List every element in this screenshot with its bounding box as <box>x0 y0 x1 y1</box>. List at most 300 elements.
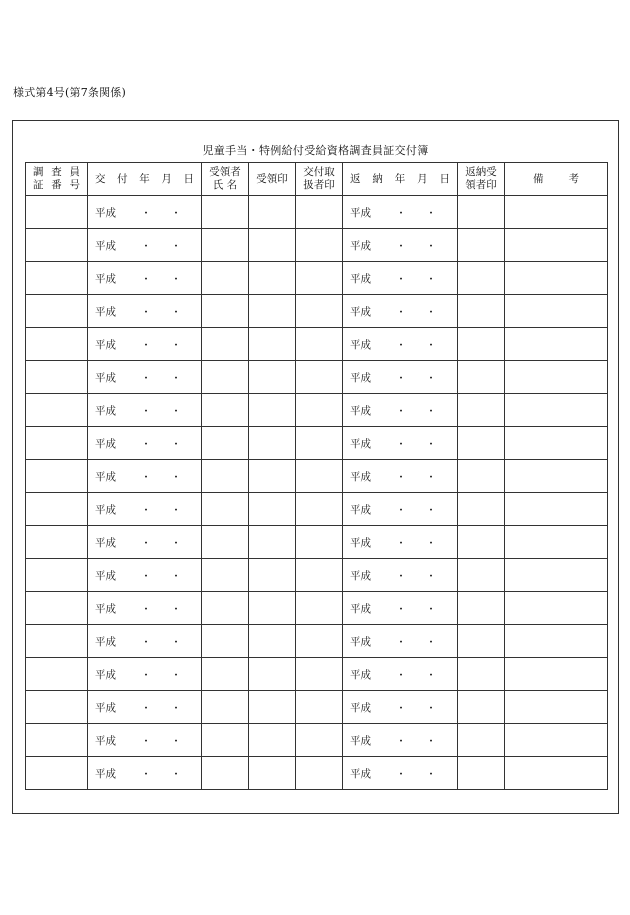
issuer-seal-cell[interactable] <box>296 361 343 394</box>
issuer-seal-cell[interactable] <box>296 229 343 262</box>
return-receiver-seal-cell[interactable] <box>458 559 505 592</box>
date-separator: ・ <box>171 703 181 715</box>
return-receiver-seal-cell[interactable] <box>458 361 505 394</box>
era-label: 平成 <box>95 239 116 252</box>
recipient-name-cell[interactable] <box>202 196 249 229</box>
date-separator: ・ <box>396 274 406 286</box>
recipient-seal-cell[interactable] <box>249 724 296 757</box>
date-separator: ・ <box>171 538 181 550</box>
investigator-id-cell[interactable] <box>26 526 88 559</box>
investigator-id-cell[interactable] <box>26 196 88 229</box>
return-receiver-seal-cell[interactable] <box>458 757 505 790</box>
era-label: 平成 <box>350 734 371 747</box>
investigator-id-cell[interactable] <box>26 625 88 658</box>
date-separator: ・ <box>396 241 406 253</box>
remarks-cell[interactable] <box>505 724 608 757</box>
investigator-id-cell[interactable] <box>26 658 88 691</box>
table-row <box>26 691 608 724</box>
era-label: 平成 <box>95 272 116 285</box>
header-return-date <box>343 163 458 196</box>
return-date-cell[interactable] <box>343 559 458 592</box>
date-separator: ・ <box>426 340 436 352</box>
table-row <box>26 493 608 526</box>
remarks-cell[interactable] <box>505 559 608 592</box>
header-char: 月 <box>417 172 428 185</box>
issuer-seal-cell[interactable] <box>296 262 343 295</box>
date-separator: ・ <box>141 604 151 616</box>
table-row <box>26 427 608 460</box>
remarks-cell[interactable] <box>505 691 608 724</box>
date-separator: ・ <box>141 340 151 352</box>
recipient-seal-cell[interactable] <box>249 229 296 262</box>
date-separator: ・ <box>396 571 406 583</box>
header-issue-date <box>88 163 202 196</box>
table-row <box>26 592 608 625</box>
era-label: 平成 <box>350 668 371 681</box>
table-row <box>26 724 608 757</box>
issuer-seal-cell[interactable] <box>296 493 343 526</box>
recipient-name-cell[interactable] <box>202 427 249 460</box>
return-date-cell[interactable] <box>343 493 458 526</box>
header-char: 返 <box>350 172 361 185</box>
era-label: 平成 <box>350 635 371 648</box>
date-separator: ・ <box>141 637 151 649</box>
remarks-cell[interactable] <box>505 757 608 790</box>
remarks-cell[interactable] <box>505 394 608 427</box>
date-separator: ・ <box>141 703 151 715</box>
recipient-seal-cell[interactable] <box>249 625 296 658</box>
return-date-cell[interactable] <box>343 328 458 361</box>
date-separator: ・ <box>426 670 436 682</box>
date-separator: ・ <box>141 769 151 781</box>
investigator-id-cell[interactable] <box>26 559 88 592</box>
date-separator: ・ <box>396 703 406 715</box>
date-separator: ・ <box>396 208 406 220</box>
era-label: 平成 <box>95 503 116 516</box>
issuer-seal-cell[interactable] <box>296 757 343 790</box>
date-separator: ・ <box>426 637 436 649</box>
issue-date-cell[interactable] <box>88 394 202 427</box>
return-date-cell[interactable] <box>343 526 458 559</box>
issue-date-cell[interactable] <box>88 196 202 229</box>
date-separator: ・ <box>141 274 151 286</box>
return-date-cell[interactable] <box>343 262 458 295</box>
investigator-id-cell[interactable] <box>26 328 88 361</box>
return-receiver-seal-cell[interactable] <box>458 493 505 526</box>
era-label: 平成 <box>95 635 116 648</box>
table-row <box>26 625 608 658</box>
recipient-name-cell[interactable] <box>202 559 249 592</box>
date-separator: ・ <box>141 505 151 517</box>
issuer-seal-cell[interactable] <box>296 592 343 625</box>
date-separator: ・ <box>396 307 406 319</box>
header-char: 査 <box>51 166 62 178</box>
return-receiver-seal-cell[interactable] <box>458 724 505 757</box>
table-row <box>26 526 608 559</box>
remarks-cell[interactable] <box>505 196 608 229</box>
date-separator: ・ <box>141 472 151 484</box>
issuance-register-table <box>25 162 608 790</box>
era-label: 平成 <box>95 470 116 483</box>
header-return-receiver-seal: 返納受 領者印 <box>458 163 505 196</box>
date-separator: ・ <box>426 769 436 781</box>
recipient-seal-cell[interactable] <box>249 328 296 361</box>
return-receiver-seal-cell[interactable] <box>458 229 505 262</box>
table-row <box>26 757 608 790</box>
date-separator: ・ <box>396 670 406 682</box>
issuer-seal-cell[interactable] <box>296 394 343 427</box>
recipient-name-cell[interactable] <box>202 493 249 526</box>
date-separator: ・ <box>426 307 436 319</box>
issue-date-cell[interactable] <box>88 328 202 361</box>
era-label: 平成 <box>350 239 371 252</box>
date-separator: ・ <box>426 538 436 550</box>
table-row <box>26 196 608 229</box>
era-label: 平成 <box>95 371 116 384</box>
remarks-cell[interactable] <box>505 460 608 493</box>
recipient-seal-cell[interactable] <box>249 427 296 460</box>
investigator-id-cell[interactable] <box>26 295 88 328</box>
era-label: 平成 <box>350 503 371 516</box>
date-separator: ・ <box>426 505 436 517</box>
date-separator: ・ <box>171 439 181 451</box>
header-char: 備 <box>533 172 544 185</box>
header-remarks <box>505 163 608 196</box>
investigator-id-cell[interactable] <box>26 229 88 262</box>
remarks-cell[interactable] <box>505 658 608 691</box>
era-label: 平成 <box>350 437 371 450</box>
date-separator: ・ <box>426 373 436 385</box>
date-separator: ・ <box>171 769 181 781</box>
form-number-label: 様式第4号(第7条関係) <box>13 86 126 99</box>
date-separator: ・ <box>396 736 406 748</box>
investigator-id-cell[interactable] <box>26 460 88 493</box>
era-label: 平成 <box>95 701 116 714</box>
recipient-name-cell[interactable] <box>202 460 249 493</box>
recipient-name-cell[interactable] <box>202 229 249 262</box>
issuer-seal-cell[interactable] <box>296 427 343 460</box>
date-separator: ・ <box>396 406 406 418</box>
return-date-cell[interactable] <box>343 592 458 625</box>
recipient-name-cell[interactable] <box>202 295 249 328</box>
return-receiver-seal-cell[interactable] <box>458 691 505 724</box>
remarks-cell[interactable] <box>505 229 608 262</box>
recipient-seal-cell[interactable] <box>249 493 296 526</box>
recipient-name-cell[interactable] <box>202 592 249 625</box>
investigator-id-cell[interactable] <box>26 592 88 625</box>
recipient-seal-cell[interactable] <box>249 460 296 493</box>
date-separator: ・ <box>426 604 436 616</box>
return-date-cell[interactable] <box>343 394 458 427</box>
recipient-seal-cell[interactable] <box>249 361 296 394</box>
table-row <box>26 394 608 427</box>
issue-date-cell[interactable] <box>88 757 202 790</box>
era-label: 平成 <box>350 338 371 351</box>
date-separator: ・ <box>171 670 181 682</box>
date-separator: ・ <box>426 406 436 418</box>
date-separator: ・ <box>141 208 151 220</box>
table-row <box>26 460 608 493</box>
recipient-seal-cell[interactable] <box>249 592 296 625</box>
recipient-name-cell[interactable] <box>202 361 249 394</box>
issue-date-cell[interactable] <box>88 460 202 493</box>
recipient-seal-cell[interactable] <box>249 394 296 427</box>
return-date-cell[interactable] <box>343 724 458 757</box>
era-label: 平成 <box>95 437 116 450</box>
remarks-cell[interactable] <box>505 493 608 526</box>
investigator-id-cell[interactable] <box>26 724 88 757</box>
era-label: 平成 <box>350 305 371 318</box>
date-separator: ・ <box>171 274 181 286</box>
date-separator: ・ <box>171 637 181 649</box>
remarks-cell[interactable] <box>505 262 608 295</box>
era-label: 平成 <box>350 404 371 417</box>
issue-date-cell[interactable] <box>88 526 202 559</box>
return-receiver-seal-cell[interactable] <box>458 328 505 361</box>
era-label: 平成 <box>95 734 116 747</box>
date-separator: ・ <box>171 373 181 385</box>
recipient-name-cell[interactable] <box>202 658 249 691</box>
return-date-cell[interactable] <box>343 625 458 658</box>
return-receiver-seal-cell[interactable] <box>458 427 505 460</box>
date-separator: ・ <box>426 472 436 484</box>
investigator-id-cell[interactable] <box>26 394 88 427</box>
date-separator: ・ <box>426 703 436 715</box>
recipient-name-cell[interactable] <box>202 757 249 790</box>
issue-date-cell[interactable] <box>88 295 202 328</box>
date-separator: ・ <box>141 373 151 385</box>
date-separator: ・ <box>141 307 151 319</box>
remarks-cell[interactable] <box>505 625 608 658</box>
issue-date-cell[interactable] <box>88 559 202 592</box>
issuer-seal-cell[interactable] <box>296 526 343 559</box>
return-date-cell[interactable] <box>343 658 458 691</box>
recipient-name-cell[interactable] <box>202 526 249 559</box>
date-separator: ・ <box>171 406 181 418</box>
return-date-cell[interactable] <box>343 691 458 724</box>
header-char: 考 <box>568 172 579 185</box>
table-header-row <box>26 163 608 196</box>
issuer-seal-cell[interactable] <box>296 196 343 229</box>
date-separator: ・ <box>396 373 406 385</box>
recipient-seal-cell[interactable] <box>249 526 296 559</box>
header-recipient-seal: 受領印 <box>249 163 296 196</box>
era-label: 平成 <box>350 602 371 615</box>
header-char: 年 <box>139 172 150 185</box>
table-row <box>26 559 608 592</box>
era-label: 平成 <box>350 536 371 549</box>
date-separator: ・ <box>396 637 406 649</box>
header-char: 調 <box>33 166 44 178</box>
header-char: 番 <box>51 179 62 191</box>
header-char: 日 <box>183 172 194 185</box>
recipient-seal-cell[interactable] <box>249 691 296 724</box>
era-label: 平成 <box>350 767 371 780</box>
header-char: 月 <box>161 172 172 185</box>
remarks-cell[interactable] <box>505 427 608 460</box>
return-receiver-seal-cell[interactable] <box>458 658 505 691</box>
issuer-seal-cell[interactable] <box>296 691 343 724</box>
date-separator: ・ <box>396 604 406 616</box>
return-receiver-seal-cell[interactable] <box>458 625 505 658</box>
date-separator: ・ <box>171 505 181 517</box>
date-separator: ・ <box>396 505 406 517</box>
date-separator: ・ <box>171 472 181 484</box>
date-separator: ・ <box>141 241 151 253</box>
table-row <box>26 361 608 394</box>
issue-date-cell[interactable] <box>88 262 202 295</box>
issuer-seal-cell[interactable] <box>296 724 343 757</box>
issue-date-cell[interactable] <box>88 361 202 394</box>
date-separator: ・ <box>171 241 181 253</box>
date-separator: ・ <box>396 340 406 352</box>
issuer-seal-cell[interactable] <box>296 328 343 361</box>
return-receiver-seal-cell[interactable] <box>458 592 505 625</box>
remarks-cell[interactable] <box>505 295 608 328</box>
header-char: 付 <box>117 172 128 185</box>
era-label: 平成 <box>350 470 371 483</box>
date-separator: ・ <box>426 736 436 748</box>
era-label: 平成 <box>95 668 116 681</box>
issue-date-cell[interactable] <box>88 625 202 658</box>
date-separator: ・ <box>141 670 151 682</box>
investigator-id-cell[interactable] <box>26 427 88 460</box>
investigator-id-cell[interactable] <box>26 361 88 394</box>
era-label: 平成 <box>95 305 116 318</box>
remarks-cell[interactable] <box>505 592 608 625</box>
date-separator: ・ <box>396 439 406 451</box>
issuer-seal-cell[interactable] <box>296 625 343 658</box>
investigator-id-cell[interactable] <box>26 493 88 526</box>
investigator-id-cell[interactable] <box>26 691 88 724</box>
return-date-cell[interactable] <box>343 757 458 790</box>
investigator-id-cell[interactable] <box>26 262 88 295</box>
header-char: 号 <box>69 179 80 191</box>
remarks-cell[interactable] <box>505 526 608 559</box>
issuer-seal-cell[interactable] <box>296 658 343 691</box>
recipient-name-cell[interactable] <box>202 394 249 427</box>
header-char: 交 <box>95 172 106 185</box>
recipient-name-cell[interactable] <box>202 625 249 658</box>
return-date-cell[interactable] <box>343 196 458 229</box>
date-separator: ・ <box>171 340 181 352</box>
issue-date-cell[interactable] <box>88 691 202 724</box>
recipient-seal-cell[interactable] <box>249 196 296 229</box>
return-receiver-seal-cell[interactable] <box>458 526 505 559</box>
header-char: 納 <box>372 172 383 185</box>
recipient-name-cell[interactable] <box>202 691 249 724</box>
date-separator: ・ <box>426 241 436 253</box>
recipient-seal-cell[interactable] <box>249 262 296 295</box>
table-row <box>26 229 608 262</box>
issue-date-cell[interactable] <box>88 229 202 262</box>
return-date-cell[interactable] <box>343 361 458 394</box>
date-separator: ・ <box>171 208 181 220</box>
header-investigator-id <box>26 163 88 196</box>
date-separator: ・ <box>141 538 151 550</box>
issue-date-cell[interactable] <box>88 427 202 460</box>
date-separator: ・ <box>141 736 151 748</box>
era-label: 平成 <box>95 338 116 351</box>
issuer-seal-cell[interactable] <box>296 559 343 592</box>
header-char: 員 <box>69 166 80 178</box>
date-separator: ・ <box>426 571 436 583</box>
return-date-cell[interactable] <box>343 460 458 493</box>
document-title: 児童手当・特例給付受給資格調査員証交付簿 <box>202 144 429 157</box>
issuer-seal-cell[interactable] <box>296 460 343 493</box>
era-label: 平成 <box>350 701 371 714</box>
issue-date-cell[interactable] <box>88 658 202 691</box>
recipient-seal-cell[interactable] <box>249 559 296 592</box>
issuer-seal-cell[interactable] <box>296 295 343 328</box>
date-separator: ・ <box>171 307 181 319</box>
era-label: 平成 <box>350 569 371 582</box>
era-label: 平成 <box>350 272 371 285</box>
return-receiver-seal-cell[interactable] <box>458 262 505 295</box>
table-row <box>26 295 608 328</box>
recipient-seal-cell[interactable] <box>249 757 296 790</box>
table-row <box>26 328 608 361</box>
header-issuer-seal: 交付取 扱者印 <box>296 163 343 196</box>
header-char: 証 <box>33 179 44 191</box>
document-frame <box>12 120 619 814</box>
table-row <box>26 262 608 295</box>
date-separator: ・ <box>171 604 181 616</box>
remarks-cell[interactable] <box>505 361 608 394</box>
era-label: 平成 <box>95 767 116 780</box>
header-recipient-name: 受領者 氏 名 <box>202 163 249 196</box>
issue-date-cell[interactable] <box>88 592 202 625</box>
era-label: 平成 <box>350 371 371 384</box>
date-separator: ・ <box>426 208 436 220</box>
return-date-cell[interactable] <box>343 229 458 262</box>
table-row <box>26 658 608 691</box>
recipient-name-cell[interactable] <box>202 328 249 361</box>
date-separator: ・ <box>396 538 406 550</box>
remarks-cell[interactable] <box>505 328 608 361</box>
era-label: 平成 <box>95 536 116 549</box>
date-separator: ・ <box>141 406 151 418</box>
date-separator: ・ <box>396 472 406 484</box>
era-label: 平成 <box>350 206 371 219</box>
date-separator: ・ <box>141 571 151 583</box>
table-body <box>26 196 608 790</box>
date-separator: ・ <box>426 274 436 286</box>
return-receiver-seal-cell[interactable] <box>458 460 505 493</box>
era-label: 平成 <box>95 206 116 219</box>
investigator-id-cell[interactable] <box>26 757 88 790</box>
era-label: 平成 <box>95 404 116 417</box>
return-date-cell[interactable] <box>343 295 458 328</box>
return-receiver-seal-cell[interactable] <box>458 196 505 229</box>
date-separator: ・ <box>171 736 181 748</box>
return-receiver-seal-cell[interactable] <box>458 394 505 427</box>
return-receiver-seal-cell[interactable] <box>458 295 505 328</box>
issue-date-cell[interactable] <box>88 493 202 526</box>
header-char: 日 <box>439 172 450 185</box>
recipient-seal-cell[interactable] <box>249 658 296 691</box>
date-separator: ・ <box>171 571 181 583</box>
header-char: 年 <box>394 172 406 185</box>
era-label: 平成 <box>95 602 116 615</box>
return-date-cell[interactable] <box>343 427 458 460</box>
issue-date-cell[interactable] <box>88 724 202 757</box>
recipient-name-cell[interactable] <box>202 724 249 757</box>
recipient-name-cell[interactable] <box>202 262 249 295</box>
date-separator: ・ <box>396 769 406 781</box>
recipient-seal-cell[interactable] <box>249 295 296 328</box>
era-label: 平成 <box>95 569 116 582</box>
